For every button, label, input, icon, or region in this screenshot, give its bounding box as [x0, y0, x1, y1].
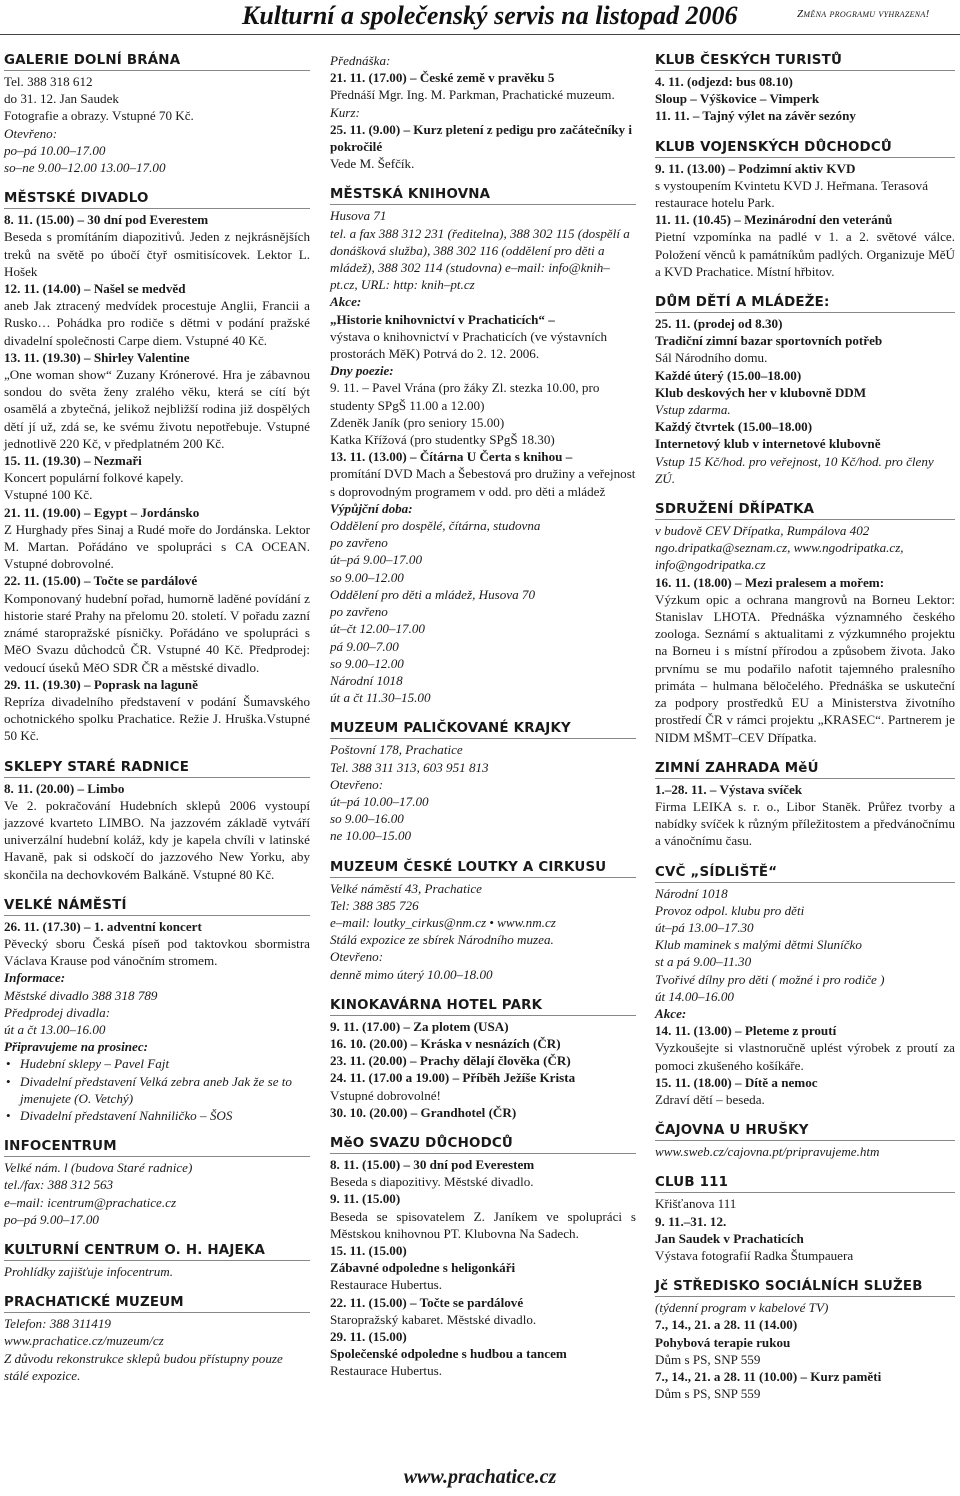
- text-line: „One woman show“ Zuzany Krónerové. Hra je zábavnou sondou do světa ženy zralého věku, která se cítí být osamělá a zbytečná, jelikož nejbližší rodina již dospělých dětí jí už, zdá se, ke svému životu nepotřebuje. Vstupné jednotlivě 220 Kč, v předplatném 200 Kč.: [4, 367, 310, 451]
- section-cvc-sidliste: [655, 864, 955, 1109]
- text-line: Restaurace Hubertus.: [330, 1363, 442, 1379]
- page-header: [0, 0, 960, 40]
- text-line: Akce:: [655, 1005, 687, 1021]
- text-line: 7., 14., 21. a 28. 11 (10.00) – Kurz paměti: [655, 1368, 882, 1384]
- text-line: Výzkum opic a ochrana mangrovů na Borneu Lektor: Stanislav LHOTA. Přednáška významného českého zoologa. Seznámí s aktualitami z výzkumného projektu na Borneu i s místní přírodou a způsobem života. Jako prvnímu se mu podařilo nafotit tajemného pralesního primáta – hulmana běločelého. Přednáška se uskuteční za podpory prostředků EU a Ministerstva životního prostředí ČR v rámci projektu „KRASEC“. Partnerem je NIDM MŠMT–CEV Dřípatka.: [655, 591, 955, 745]
- section-klub-ceskych-turistu: [655, 52, 955, 125]
- text-line: 21. 11. (17.00) – České země v pravěku 5: [330, 70, 555, 86]
- text-line: Klub maminek s malými dětmi Sluníčko: [655, 937, 862, 953]
- text-line: s vystoupením Kvintetu KVD J. Heřmana. Terasová restaurace hotelu Park.: [655, 177, 929, 211]
- text-line: Fotografie a obrazy. Vstupné 70 Kč.: [4, 108, 194, 124]
- header-rule: [0, 34, 960, 35]
- section-heading: ZIMNÍ ZAHRADA MěÚ: [655, 760, 955, 779]
- section-galerie-dolni-brana: [4, 52, 310, 176]
- text-line: Ve 2. pokračování Hudebních sklepů 2006 vystoupí jazzové kvarteto LIMBO. Na jazzovém základě vytváří univerzální hudební koláž, kdy je kapela chvíli v latinské Havaně, pak si odskočí do jazzového New Yorku, aby skončila na dechovkovém Balkáně. Vstupné 80 Kč.: [4, 797, 310, 882]
- text-line: 13. 11. (13.00) – Čítárna U Čerta s knihou –: [330, 449, 573, 465]
- text-line: 14. 11. (13.00) – Pleteme z proutí: [655, 1023, 837, 1039]
- text-line: Otevřeno:: [4, 125, 58, 141]
- page-title: Kulturní a společenský servis na listopad 2006: [242, 1, 738, 30]
- text-line: Tel: 388 385 726: [330, 897, 419, 913]
- section-heading: SDRUŽENÍ DŘÍPATKA: [655, 501, 955, 520]
- text-line: 9. 11. (17.00) – Za plotem (USA): [330, 1018, 509, 1034]
- text-line: Vyzkoušejte si vlastnoručně uplést výrobek z proutí za pomoci zkušeného košíkáře.: [655, 1040, 955, 1073]
- text-line: Vede M. Šefčík.: [330, 156, 415, 172]
- section-heading: KLUB VOJENSKÝCH DŮCHODCŮ: [655, 139, 955, 158]
- text-line: Tvořivé dílny pro děti ( možné i pro rodiče ): [655, 971, 885, 987]
- text-line: Zábavné odpoledne s heligonkáři: [330, 1260, 516, 1276]
- section-club-111: [655, 1174, 955, 1264]
- text-line: Vstupné 100 Kč.: [4, 487, 93, 503]
- text-line: Pietní vzpomínka na padlé v 1. a 2. světové válce. Položení věnců k památníkům padlých. Organizuje MěÚ a KVD Prachatice. Místní hřbitov.: [655, 229, 955, 279]
- section-heading: VELKÉ NÁMĚSTÍ: [4, 897, 310, 916]
- text-line: Přednáší Mgr. Ing. M. Parkman, Prachatické muzeum.: [330, 87, 615, 103]
- text-line: 29. 11. (19.30) – Poprask na laguně: [4, 676, 198, 692]
- section-muzeum-ceske-loutky-a-cirkusu: [330, 859, 636, 983]
- text-line: so–ne 9.00–12.00 13.00–17.00: [4, 160, 166, 176]
- text-line: Otevřeno:: [330, 949, 384, 965]
- text-line: Tradiční zimní bazar sportovních potřeb: [655, 333, 883, 349]
- text-line: 22. 11. (15.00) – Točte se pardálové: [330, 1294, 524, 1310]
- section-sklepy-stare-radnice: [4, 759, 310, 883]
- section-kinokavarna-hotel-park: [330, 997, 636, 1121]
- list-item: • Divadelní představení Nahniličko – ŠOS: [20, 1107, 310, 1124]
- text-line: 15. 11. (15.00): [330, 1242, 407, 1258]
- section-cajovna-u-hrusky: [655, 1122, 955, 1160]
- text-line: Dny poezie:: [330, 363, 394, 379]
- list-item: • Divadelní představení Velká zebra aneb Jak že se to jmenujete (O. Vetchý): [20, 1073, 310, 1107]
- text-line: 30. 10. (20.00) – Grandhotel (ČR): [330, 1104, 517, 1120]
- text-line: po–pá 9.00–17.00: [4, 1211, 99, 1227]
- section-heading: PRACHATICKÉ MUZEUM: [4, 1294, 310, 1313]
- text-line: Klub deskových her v klubovně DDM: [655, 384, 867, 400]
- text-line: so 9.00–12.00: [330, 655, 404, 671]
- text-line: Vstup 15 Kč/hod. pro veřejnost, 10 Kč/hod. pro členy ZÚ.: [655, 453, 934, 486]
- text-line: Každý čtvrtek (15.00–18.00): [655, 419, 813, 435]
- footer-url[interactable]: www.prachatice.cz: [403, 1466, 557, 1488]
- text-line: Velké nám. l (budova Staré radnice): [4, 1160, 193, 1176]
- text-line: 23. 11. (20.00) – Prachy dělají člověka (ČR): [330, 1053, 571, 1069]
- text-line: Komponovaný hudební pořad, humorně laděné povídání z historie staré Prahy na přelomu 20. století. V pořadu zazní známé staropražské písničky. Pořádáno ve spolupráci s MěO Svazu důchodců ČR. Vstupné 40 Kč. Předprodej: vedoucí úseků MěO SDR ČR a městské divadlo.: [4, 590, 310, 675]
- text-line: Firma LEIKA s. r. o., Libor Staněk. Průřez tvorby a nabídky svíček k různým příležitostem a předvánočnímu a vánočnímu času.: [655, 798, 955, 849]
- section-prachaticke-muzeum: [4, 1294, 310, 1384]
- text-line: 12. 11. (14.00) – Našel se medvěd: [4, 281, 186, 297]
- text-line: po zavřeno: [330, 604, 388, 620]
- section-heading: ČAJOVNA U HRUŠKY: [655, 1122, 955, 1141]
- text-line: Z důvodu rekonstrukce sklepů budou přístupny pouze stálé expozice.: [4, 1350, 283, 1383]
- text-line: út–pá 10.00–17.00: [330, 793, 429, 809]
- section-jc-stredisko-socialnich-sluzeb: [655, 1278, 955, 1402]
- text-line: 15. 11. (18.00) – Dítě a nemoc: [655, 1074, 818, 1090]
- text-line: 26. 11. (17.30) – 1. adventní koncert: [4, 918, 202, 934]
- section-heading: KLUB ČESKÝCH TURISTŮ: [655, 52, 955, 71]
- section-heading: MUZEUM PALIČKOVANÉ KRAJKY: [330, 720, 636, 739]
- text-line: Národní 1018: [655, 885, 728, 901]
- text-line: st a pá 9.00–11.30: [655, 954, 752, 970]
- text-line: tel./fax: 388 312 563: [4, 1177, 114, 1193]
- text-line: www.prachatice.cz/muzeum/cz: [4, 1333, 164, 1349]
- text-line: so 9.00–16.00: [330, 811, 404, 827]
- text-line: 8. 11. (15.00) – 30 dní pod Everestem: [4, 212, 209, 228]
- text-line: www.sweb.cz/cajovna.pt/pripravujeme.htm: [655, 1144, 880, 1160]
- text-line: do 31. 12. Jan Saudek: [4, 91, 119, 107]
- text-line: Staropražský kabaret. Městské divadlo.: [330, 1311, 537, 1327]
- text-line: Stálá expozice ze sbírek Národního muzea.: [330, 932, 554, 948]
- text-line: aneb Jak ztracený medvídek procestuje Anglii, Francii a Rusko… Pohádka pro rodiče s dětmi v podání pražské divadelní společnosti Carpe diem. Vstupné 40 Kč.: [4, 298, 310, 348]
- text-line: út a čt 11.30–15.00: [330, 690, 431, 706]
- text-line: Městské divadlo 388 318 789: [4, 987, 158, 1003]
- text-line: Internetový klub v internetové klubovně: [655, 436, 881, 452]
- section-infocentrum: [4, 1138, 310, 1228]
- text-line: 22. 11. (15.00) – Točte se pardálové: [4, 573, 198, 589]
- text-line: Sál Národního domu.: [655, 350, 768, 366]
- section-heading: INFOCENTRUM: [4, 1138, 310, 1157]
- text-line: 15. 11. (19.30) – Nezmaři: [4, 453, 142, 469]
- section-muzeum-palickovane-krajky: [330, 720, 636, 844]
- text-line: e–mail: loutky_cirkus@nm.cz • www.nm.cz: [330, 914, 556, 930]
- text-line: „Historie knihovnictví v Prachaticích“ –: [330, 311, 555, 327]
- text-line: Dům s PS, SNP 559: [655, 1386, 761, 1402]
- section-intro: [330, 52, 636, 172]
- text-line: Vstup zdarma.: [655, 402, 731, 418]
- text-line: 25. 11. (9.00) – Kurz pletení z pedigu pro začátečníky i pokročilé: [330, 121, 632, 155]
- text-line: Kurz:: [330, 104, 360, 120]
- text-line: Pěvecký sboru Česká píseň pod taktovkou sbormistra Václava Krause pod vánočním stromem.: [4, 935, 310, 969]
- section-heading: CLUB 111: [655, 1174, 955, 1193]
- text-line: 24. 11. (17.00 a 19.00) – Příběh Ježíše Krista: [330, 1070, 576, 1086]
- text-line: Otevřeno:: [330, 776, 384, 792]
- column-right: [655, 52, 955, 1416]
- text-line: 16. 11. (18.00) – Mezi pralesem a mořem:: [655, 574, 885, 590]
- text-line: Předprodej divadla:: [4, 1004, 111, 1020]
- bullet-list: [4, 1055, 310, 1124]
- text-line: Beseda s diapozitivy. Městské divadlo.: [330, 1174, 534, 1190]
- text-line: promítání DVD Mach a Šebestová pro družiny a veřejnost s doprovodným programem v odd. pro děti a mládež: [330, 466, 636, 499]
- text-line: Poštovní 178, Prachatice: [330, 742, 463, 758]
- text-line: Katka Křížová (pro studentky SPgŠ 18.30): [330, 432, 555, 448]
- text-line: Beseda s promítáním diapozitivů. Jeden z nejkrásnějších treků na světě po úbočí čtyř osmitisícovek. Lektor L. Hošek: [4, 229, 310, 279]
- section-mestska-knihovna: [330, 186, 636, 706]
- text-line: Zdeněk Janík (pro seniory 15.00): [330, 414, 505, 430]
- text-line: Výstava fotografií Radka Štumpauera: [655, 1247, 854, 1263]
- list-item: • Hudební sklepy – Pavel Fajt: [20, 1055, 310, 1072]
- text-line: 11. 11. – Tajný výlet na závěr sezóny: [655, 108, 856, 124]
- text-line: Křišťanova 111: [655, 1196, 737, 1212]
- text-line: 9. 11. – Pavel Vrána (pro žáky Zl. stezka 10.00, pro studenty SPgŠ 11.00 a 12.00): [330, 380, 600, 413]
- text-line: Telefon: 388 311419: [4, 1316, 111, 1332]
- header-note: Změna programu vyhrazena!: [797, 8, 930, 20]
- section-zimni-zahrada-meu: [655, 760, 955, 850]
- section-sdruzeni-dripatka: [655, 501, 955, 746]
- section-klub-vojenskych-duchodcu: [655, 139, 955, 280]
- text-line: Akce:: [330, 294, 362, 310]
- text-line: Z Hurghady přes Sinaj a Rudé moře do Jordánska. Lektor M. Martan. Pořádáno ve spolupráci s CA OCEAN. Vstupné dobrovolné.: [4, 521, 310, 572]
- text-line: 9. 11.–31. 12.: [655, 1213, 727, 1229]
- text-line: Národní 1018: [330, 672, 403, 688]
- text-line: 9. 11. (15.00): [330, 1191, 401, 1207]
- text-line: 29. 11. (15.00): [330, 1329, 407, 1344]
- text-line: Sloup – Výškovice – Vimperk: [655, 91, 820, 107]
- section-heading: MUZEUM ČESKÉ LOUTKY A CIRKUSU: [330, 859, 636, 878]
- text-line: 4. 11. (odjezd: bus 08.10): [655, 74, 793, 89]
- text-line: út–pá 13.00–17.30: [655, 919, 754, 935]
- text-line: Pohybová terapie rukou: [655, 1334, 791, 1350]
- section-heading: DŮM DĚTÍ A MLÁDEŽE:: [655, 294, 955, 313]
- text-line: 8. 11. (15.00) – 30 dní pod Everestem: [330, 1156, 535, 1172]
- text-line: Restaurace Hubertus.: [330, 1277, 442, 1293]
- section-velke-namesti: [4, 897, 310, 1124]
- text-line: Každé úterý (15.00–18.00): [655, 367, 802, 383]
- text-line: Vstupné dobrovolné!: [330, 1087, 441, 1103]
- text-line: po–pá 10.00–17.00: [4, 142, 106, 158]
- section-heading: KULTURNÍ CENTRUM O. H. HAJEKA: [4, 1242, 310, 1261]
- text-line: út–pá 9.00–17.00: [330, 552, 423, 568]
- section-heading: MěO SVAZU DŮCHODCŮ: [330, 1135, 636, 1154]
- section-meo-svazu-duchodcu: [330, 1135, 636, 1380]
- text-line: Beseda se spisovatelem Z. Janíkem ve spolupráci s Městskou knihovnou PT. Klubovna Na Sadech.: [330, 1208, 636, 1241]
- text-line: Husova 71: [330, 208, 387, 224]
- text-line: Tel. 388 311 313, 603 951 813: [330, 759, 489, 775]
- text-line: 1.–28. 11. – Výstava svíček: [655, 781, 803, 797]
- text-line: Jan Saudek v Prachaticích: [655, 1230, 804, 1246]
- text-line: Tel. 388 318 612: [4, 74, 93, 89]
- section-heading: MĚSTSKÉ DIVADLO: [4, 190, 310, 209]
- text-line: so 9.00–12.00: [330, 569, 404, 585]
- text-line: Prohlídky zajišťuje infocentrum.: [4, 1263, 174, 1279]
- text-line: pá 9.00–7.00: [330, 638, 399, 654]
- section-mestske-divadlo: [4, 190, 310, 744]
- text-line: ne 10.00–15.00: [330, 828, 412, 844]
- text-line: Informace:: [4, 970, 66, 986]
- text-line: út 14.00–16.00: [655, 988, 734, 1004]
- section-heading: KINOKAVÁRNA HOTEL PARK: [330, 997, 636, 1016]
- text-line: út–čt 12.00–17.00: [330, 621, 425, 637]
- text-line: Repríza divadelního představení v podání Šumavského ochotnického spolku Prachatice. Režie J. Hruška.Vstupné 50 Kč.: [4, 693, 310, 744]
- text-line: Oddělení pro děti a mládež, Husova 70: [330, 586, 535, 602]
- text-line: 11. 11. (10.45) – Mezinárodní den veteránů: [655, 212, 893, 228]
- text-line: v budově CEV Dřípatka, Rumpálova 402 ngo.dripatka@seznam.cz, www.ngodripatka.cz, info@ngodripatka.cz: [655, 523, 904, 573]
- column-middle: [330, 52, 636, 1394]
- text-line: Oddělení pro dospělé, čítárna, studovna: [330, 518, 541, 534]
- section-kulturni-centrum-o-h-hajeka: [4, 1242, 310, 1280]
- text-line: 25. 11. (prodej od 8.30): [655, 316, 783, 332]
- text-line: 7., 14., 21. a 28. 11 (14.00): [655, 1317, 798, 1333]
- column-left: [4, 52, 310, 1398]
- text-line: po zavřeno: [330, 535, 388, 551]
- text-line: výstava o knihovnictví v Prachaticích (ve výstavních prostorách MěK) Potrvá do 2. 12. 2006.: [330, 328, 608, 362]
- section-heading: SKLEPY STARÉ RADNICE: [4, 759, 310, 778]
- text-line: Společenské odpoledne s hudbou a tancem: [330, 1346, 567, 1362]
- text-line: 9. 11. (13.00) – Podzimní aktiv KVD: [655, 160, 856, 176]
- text-line: Koncert populární folkové kapely.: [4, 470, 184, 486]
- text-line: Dům s PS, SNP 559: [655, 1351, 761, 1367]
- text-line: e–mail: icentrum@prachatice.cz: [4, 1194, 177, 1210]
- section-heading: CVČ „SÍDLIŠTĚ“: [655, 864, 955, 883]
- text-line: (týdenní program v kabelové TV): [655, 1300, 829, 1316]
- section-heading: GALERIE DOLNÍ BRÁNA: [4, 52, 310, 71]
- section-heading: Jč STŘEDISKO SOCIÁLNÍCH SLUŽEB: [655, 1278, 955, 1297]
- text-line: tel. a fax 388 312 231 (ředitelna), 388 302 115 (dospělí a donášková služba), 388 302 116 (oddělení pro děti a mládež), 388 302 114 (studovna) e–mail: info@knih–pt.cz, URL: http: knih–pt.cz: [330, 225, 630, 293]
- text-line: 8. 11. (20.00) – Limbo: [4, 780, 125, 796]
- text-line: 16. 10. (20.00) – Kráska v nesnázích (ČR): [330, 1035, 561, 1051]
- section-heading: MĚSTSKÁ KNIHOVNA: [330, 186, 636, 205]
- text-line: Provoz odpol. klubu pro děti: [655, 902, 805, 918]
- text-line: Připravujeme na prosinec:: [4, 1039, 149, 1055]
- text-line: Velké náměstí 43, Prachatice: [330, 880, 482, 896]
- section-dum-deti-a-mladeze: [655, 294, 955, 487]
- text-line: 13. 11. (19.30) – Shirley Valentine: [4, 349, 190, 365]
- text-line: út a čt 13.00–16.00: [4, 1021, 106, 1037]
- text-line: denně mimo úterý 10.00–18.00: [330, 966, 493, 982]
- text-line: Přednáška:: [330, 53, 391, 68]
- text-line: Výpůjční doba:: [330, 500, 413, 516]
- text-line: Zdraví dětí – beseda.: [655, 1091, 765, 1107]
- text-line: 21. 11. (19.00) – Egypt – Jordánsko: [4, 504, 200, 520]
